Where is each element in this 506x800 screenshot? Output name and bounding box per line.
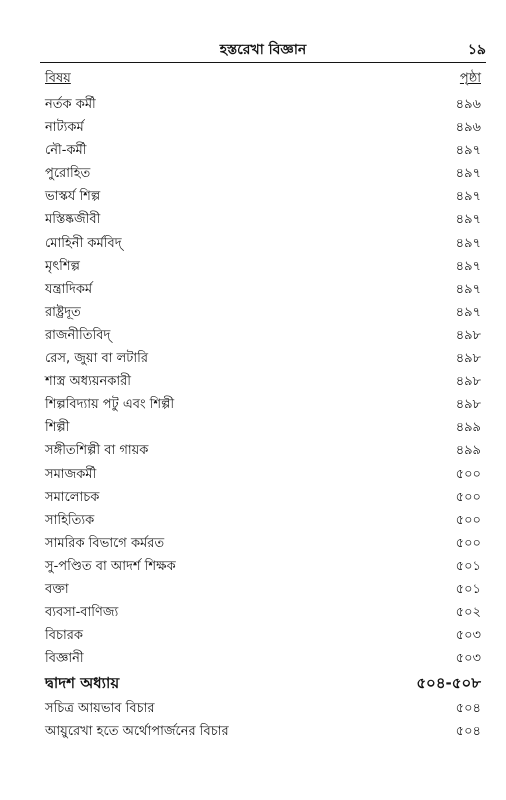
page-number: ১৯ xyxy=(467,42,486,58)
toc-entry xyxy=(45,324,481,347)
running-header xyxy=(40,40,486,60)
toc-entry xyxy=(45,232,481,255)
toc-entry-page: ৫০৩ xyxy=(455,651,481,667)
toc-entry xyxy=(45,370,481,393)
toc-entry-page: ৪৯৭ xyxy=(455,235,481,251)
toc-entry-label: বক্তা xyxy=(45,581,69,597)
toc-entry-label: সু-পণ্ডিত বা আদর্শ শিক্ষক xyxy=(45,558,176,574)
toc-entry xyxy=(45,416,481,439)
toc-entry-page: ৪৯৭ xyxy=(455,258,481,274)
toc-entry xyxy=(45,255,481,278)
toc-entry-label: নাট্যকর্ম xyxy=(45,120,84,136)
toc-entry xyxy=(45,116,481,139)
toc-entry xyxy=(45,720,481,743)
chapter-heading-row xyxy=(45,670,481,697)
toc-entry-page: ৪৯৬ xyxy=(455,97,481,112)
toc-entry-page: ৫০৪ xyxy=(455,701,481,717)
toc-entry-label: মৃৎশিল্প xyxy=(45,258,80,274)
toc-entry xyxy=(45,139,481,162)
header-divider xyxy=(40,62,486,63)
toc-entry xyxy=(45,532,481,555)
toc-entry-page: ৪৯৮ xyxy=(455,327,481,343)
toc-entry-label: ব্যবসা-বাণিজ্য xyxy=(45,605,119,621)
toc-entry-page: ৪৯৯ xyxy=(455,420,481,436)
toc-entry-label: সামরিক বিভাগে কর্মরত xyxy=(45,535,165,551)
toc-entry-page: ৪৯৭ xyxy=(455,166,481,182)
running-title: হস্তরেখা বিজ্ঞান xyxy=(219,42,307,58)
toc-entry-label: সমালোচক xyxy=(45,489,100,505)
toc-entry xyxy=(45,301,481,324)
toc-entry-label: ভাস্কর্য শিল্প xyxy=(45,189,101,205)
toc-entry-label: বিজ্ঞানী xyxy=(45,651,84,667)
toc-entry-label: রেস, জুয়া বা লটারি xyxy=(45,351,149,367)
toc-entry-label: শিল্পী xyxy=(45,420,70,436)
toc-entry xyxy=(45,578,481,601)
toc-entry-page: ৪৯৮ xyxy=(455,374,481,390)
toc-entry-page: ৪৯৮ xyxy=(455,397,481,413)
toc-entry-page: ৫০৪ xyxy=(455,724,481,740)
toc-entry-page: ৪৯৭ xyxy=(455,212,481,228)
toc-entry-page: ৪৯৭ xyxy=(455,143,481,159)
toc-entry-page: ৪৯৭ xyxy=(455,304,481,320)
toc-entry-label: সচিত্র আয়ভাব বিচার xyxy=(45,701,155,717)
toc-entry-page: ৪৯৭ xyxy=(455,281,481,297)
toc-entry-page: ৫০০ xyxy=(455,489,481,505)
toc-entry-label: বিচারক xyxy=(45,628,83,644)
toc-entry xyxy=(45,509,481,532)
toc-entry-label: নর্তক কর্মী xyxy=(45,97,96,112)
toc-entry xyxy=(45,624,481,647)
table-of-contents xyxy=(45,93,481,744)
toc-entry-label: পুরোহিত xyxy=(45,166,91,182)
toc-entry-label: যন্ত্রাদিকর্ম xyxy=(45,281,93,297)
toc-column-header xyxy=(45,69,481,87)
toc-entry-page: ৫০০ xyxy=(455,512,481,528)
toc-entry-page: ৫০২ xyxy=(455,605,481,621)
toc-entry xyxy=(45,486,481,509)
toc-entry-label: শিল্পবিদ্যায় পটু এবং শিল্পী xyxy=(45,397,175,413)
toc-entry-label: শাস্ত্র অধ্যয়নকারী xyxy=(45,374,132,390)
toc-entry-page: ৫০১ xyxy=(455,581,481,597)
toc-entry-label: রাজনীতিবিদ্ xyxy=(45,327,111,343)
toc-entry-label: সমাজকর্মী xyxy=(45,466,97,482)
toc-entry-page: ৪৯৮ xyxy=(455,351,481,367)
toc-entry xyxy=(45,463,481,486)
toc-entry xyxy=(45,393,481,416)
toc-entry-label: সঙ্গীতশিল্পী বা গায়ক xyxy=(45,443,149,459)
toc-entry-label: রাষ্ট্রদূত xyxy=(45,304,81,320)
toc-entry xyxy=(45,647,481,670)
toc-entry xyxy=(45,697,481,720)
toc-entry-page: ৫০৩ xyxy=(455,628,481,644)
subject-column-label: বিষয় xyxy=(45,71,71,86)
toc-entry-label: মোহিনী কর্মবিদ্ xyxy=(45,235,122,251)
toc-entry xyxy=(45,93,481,116)
page-column-label: পৃষ্ঠা xyxy=(459,71,481,86)
toc-entry xyxy=(45,185,481,208)
toc-entry-page: ৫০১ xyxy=(455,558,481,574)
toc-entry xyxy=(45,601,481,624)
toc-entry-page: ৪৯৯ xyxy=(455,443,481,459)
toc-entry xyxy=(45,208,481,231)
toc-entry-page: ৪৯৭ xyxy=(455,189,481,205)
toc-entry xyxy=(45,347,481,370)
toc-entry-label: নৌ-কর্মী xyxy=(45,143,87,159)
toc-entry xyxy=(45,162,481,185)
toc-entry-label: দ্বাদশ অধ্যায় xyxy=(45,674,120,693)
toc-entry-page: ৫০৪-৫০৮ xyxy=(416,674,481,693)
toc-entry xyxy=(45,555,481,578)
toc-entry-label: সাহিত্যিক xyxy=(45,512,95,528)
toc-entry-page: ৫০০ xyxy=(455,466,481,482)
toc-entry xyxy=(45,278,481,301)
toc-entry-page: ৪৯৬ xyxy=(455,120,481,136)
toc-entry xyxy=(45,439,481,462)
toc-entry-label: মস্তিষ্কজীবী xyxy=(45,212,101,228)
toc-entry-label: আয়ুরেখা হতে অর্থোপার্জনের বিচার xyxy=(45,724,229,740)
toc-entry-page: ৫০০ xyxy=(455,535,481,551)
